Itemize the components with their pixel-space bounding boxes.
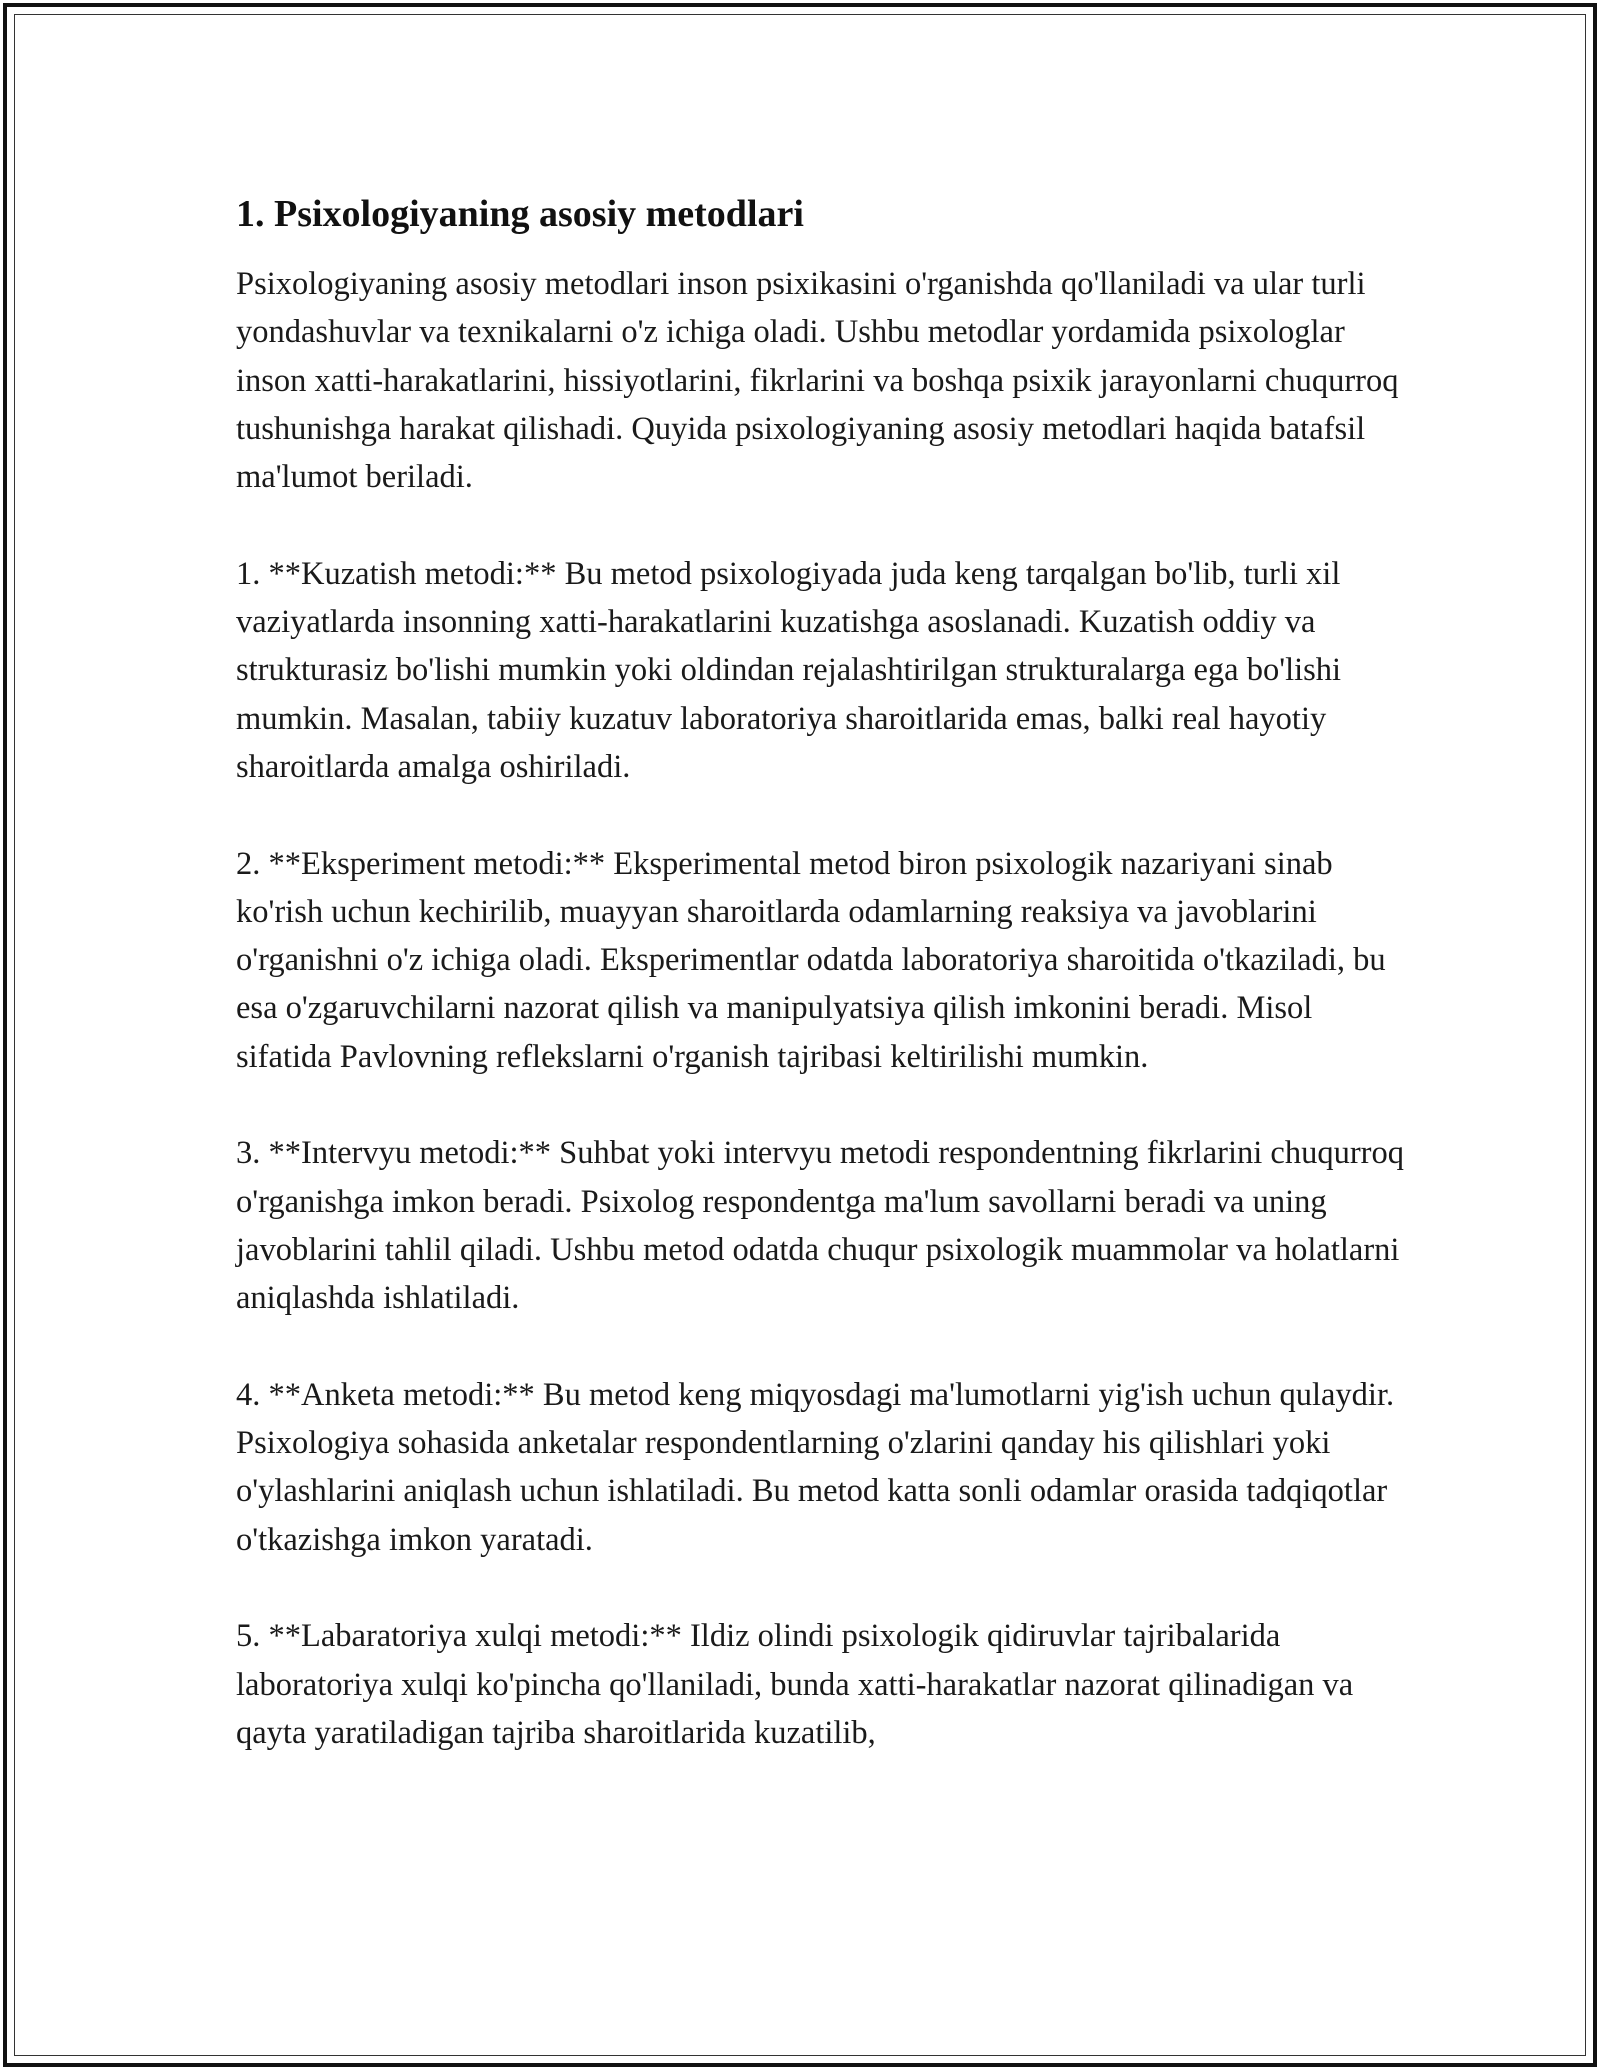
paragraph-eksperiment-metodi: 2. **Eksperiment metodi:** Eksperimental metod biron psixologik nazariyani sinab ko'rish uchun kechirilib, muayyan sharoitlarda odamlarning reaksiya va javoblarini o'rganishni o'z ichiga oladi. Eksperimentlar odatda laboratoriya sharoitida o'tkaziladi, bu esa o'zgaruvchilarni nazorat qilish va manipulyatsiya qilish imkonini beradi. Misol sifatida Pavlovning reflekslarni o'rganish tajribasi keltirilishi mumkin. <box>236 845 1386 1075</box>
paragraph-kuzatish-metodi: 1. **Kuzatish metodi:** Bu metod psixologiyada juda keng tarqalgan bo'lib, turli xil vaziyatlarda insonning xatti-harakatlarini kuzatishga asoslanadi. Kuzatish oddiy va strukturasiz bo'lishi mumkin yoki oldindan rejalashtirilgan strukturalarga ega bo'lishi mumkin. Masalan, tabiiy kuzatuv laboratoriya sharoitlarida emas, balki real hayotiy sharoitlarda amalga oshiriladi. <box>236 555 1342 785</box>
paragraph-anketa-metodi: 4. **Anketa metodi:** Bu metod keng miqyosdagi ma'lumotlarni yig'ish uchun qulaydir. Psixologiya sohasida anketalar respondentlarning o'zlarini qanday his qilishlari yoki o'ylashlarini aniqlash uchun ishlatiladi. Bu metod katta sonli odamlar orasida tadqiqotlar o'tkazishga imkon yaratadi. <box>236 1376 1395 1558</box>
section-heading: 1. Psixologiyaning asosiy metodlari <box>236 193 804 235</box>
intro-paragraph: Psixologiyaning asosiy metodlari inson psixikasini o'rganishda qo'llaniladi va ular turli yondashuvlar va texnikalarni o'z ichiga oladi. Ushbu metodlar yordamida psixologlar inson xatti-harakatlarini, hissiyotlarini, fikrlarini va boshqa psixik jarayonlarni chuqurroq tushunishga harakat qilishadi. Quyida psixologiyaning asosiy metodlari haqida batafsil ma'lumot beriladi. <box>236 266 1399 496</box>
paragraph-intervyu-metodi: 3. **Intervyu metodi:** Suhbat yoki intervyu metodi respondentning fikrlarini chuqurroq o'rganishga imkon beradi. Psixolog respondentga ma'lum savollarni beradi va uning javoblarini tahlil qiladi. Ushbu metod odatda chuqur psixologik muammolar va holatlarni aniqlashda ishlatiladi. <box>236 1135 1404 1317</box>
paragraph-labaratoriya-xulqi-metodi: 5. **Labaratoriya xulqi metodi:** Ildiz olindi psixologik qidiruvlar tajribalarida laboratoriya xulqi ko'pincha qo'llaniladi, bunda xatti-harakatlar nazorat qilinadigan va qayta yaratiladigan tajriba sharoitlarida kuzatilib, <box>236 1618 1354 1751</box>
document-body <box>236 190 1416 1757</box>
